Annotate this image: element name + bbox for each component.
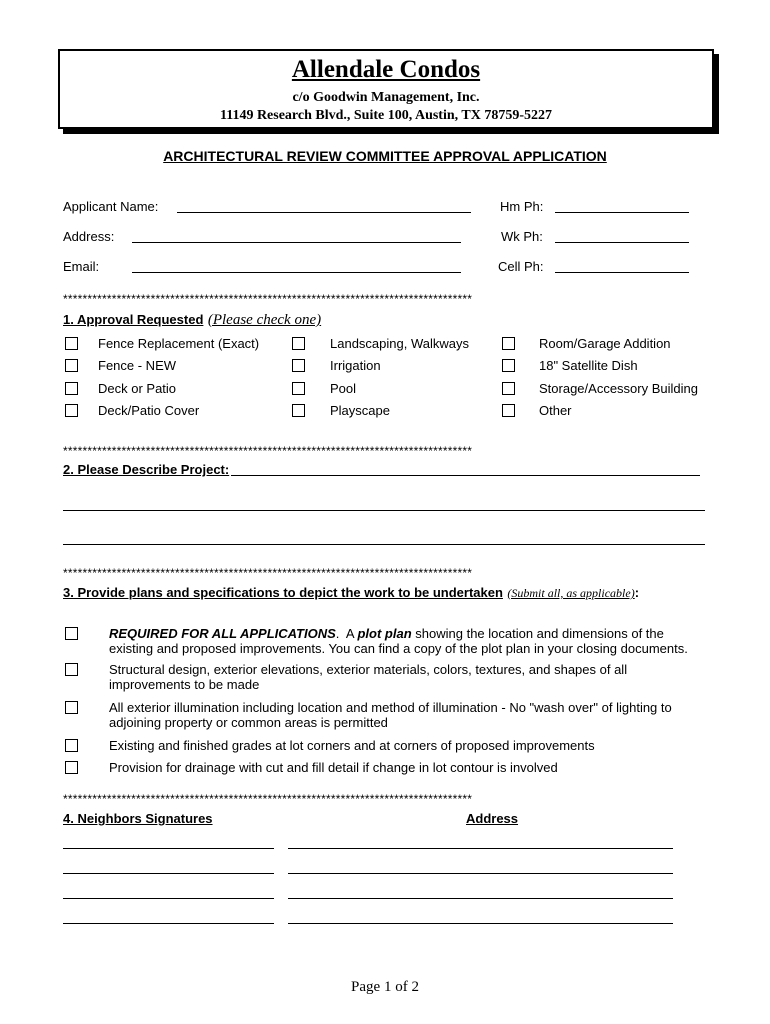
section1-title: 1. Approval Requested	[63, 312, 204, 327]
approval-checkbox[interactable]	[502, 359, 515, 372]
org-care-of: c/o Goodwin Management, Inc.	[292, 90, 480, 105]
plot-plan-description: showing the location and dimensions of the existing and proposed improvements. You can find a copy of the plot plan in your closing documents.	[109, 626, 688, 656]
neighbor-signature-line[interactable]	[63, 848, 274, 849]
approval-option-label: Pool	[330, 381, 357, 396]
approval-option-label: Deck/Patio Cover	[98, 403, 200, 418]
approval-option-label: Storage/Accessory Building	[539, 381, 698, 396]
email-label: Email:	[63, 259, 100, 274]
applicant-name-label: Applicant Name:	[63, 199, 159, 214]
page-number: Page 1 of 2	[351, 979, 419, 995]
applicant-name-field[interactable]	[177, 212, 471, 213]
wk-ph-field[interactable]	[555, 242, 689, 243]
approval-checkbox[interactable]	[502, 382, 515, 395]
hm-ph-label: Hm Ph:	[500, 199, 544, 214]
email-field[interactable]	[132, 272, 461, 273]
approval-checkbox[interactable]	[65, 337, 78, 350]
neighbor-address-line[interactable]	[288, 873, 673, 874]
org-title: Allendale Condos	[291, 56, 481, 83]
approval-option-label: Room/Garage Addition	[539, 336, 671, 351]
section1-heading	[63, 311, 321, 329]
neighbor-address-line[interactable]	[288, 848, 673, 849]
letterhead-box	[58, 49, 714, 129]
neighbor-signature-line[interactable]	[63, 923, 274, 924]
approval-checkbox[interactable]	[502, 337, 515, 350]
approval-option-label: Fence Replacement (Exact)	[98, 336, 260, 351]
plot-plan-label: plot plan	[357, 626, 412, 641]
section3-heading	[63, 584, 639, 602]
drainage-checkbox[interactable]	[65, 761, 78, 774]
neighbor-signature-line[interactable]	[63, 898, 274, 899]
structural-checkbox[interactable]	[65, 663, 78, 676]
approval-option-label: Other	[539, 403, 572, 418]
illumination-checkbox[interactable]	[65, 701, 78, 714]
section3-colon: :	[634, 585, 640, 600]
cell-ph-field[interactable]	[555, 272, 689, 273]
plot-plan-requirement	[109, 626, 709, 656]
drainage-requirement: Provision for drainage with cut and fill detail if change in lot contour is involved	[109, 760, 558, 775]
approval-checkbox[interactable]	[292, 337, 305, 350]
grades-checkbox[interactable]	[65, 739, 78, 752]
address-field[interactable]	[132, 242, 461, 243]
req-after: . A	[335, 626, 358, 641]
describe-line-1[interactable]	[231, 475, 700, 476]
describe-line-3[interactable]	[63, 544, 705, 545]
separator: ************************************************************************************	[63, 566, 473, 580]
plot-plan-checkbox[interactable]	[65, 627, 78, 640]
separator: ************************************************************************************	[63, 292, 473, 306]
approval-option-label: Playscape	[330, 403, 390, 418]
section2-title: 2. Please Describe Project:	[63, 462, 230, 477]
approval-checkbox[interactable]	[65, 359, 78, 372]
section3-title: 3. Provide plans and specifications to depict the work to be undertaken	[63, 585, 503, 600]
neighbor-address-line[interactable]	[288, 923, 673, 924]
org-address: 11149 Research Blvd., Suite 100, Austin, TX 78759-5227	[219, 108, 553, 123]
structural-requirement: Structural design, exterior elevations, exterior materials, colors, textures, and shapes of all improvements to be made	[109, 662, 628, 692]
section4-title: 4. Neighbors Signatures	[63, 811, 213, 826]
form-title: ARCHITECTURAL REVIEW COMMITTEE APPROVAL APPLICATION	[163, 148, 607, 164]
approval-checkbox[interactable]	[502, 404, 515, 417]
wk-ph-label: Wk Ph:	[501, 229, 543, 244]
approval-option-label: Irrigation	[330, 358, 381, 373]
section3-note: (Submit all, as applicable)	[507, 586, 635, 600]
neighbor-address-line[interactable]	[288, 898, 673, 899]
approval-option-label: Fence - NEW	[98, 358, 177, 373]
approval-option-label: Landscaping, Walkways	[330, 336, 469, 351]
approval-option-label: 18" Satellite Dish	[539, 358, 638, 373]
approval-checkbox[interactable]	[65, 382, 78, 395]
section4-address-label: Address	[466, 811, 519, 826]
grades-requirement: Existing and finished grades at lot corners and at corners of proposed improvements	[109, 738, 595, 753]
illumination-requirement: All exterior illumination including location and method of illumination - No "wash over" of lighting to adjoining property or common areas is permitted	[109, 700, 672, 730]
address-label: Address:	[63, 229, 115, 244]
section1-note: (Please check one)	[207, 312, 322, 328]
approval-option-label: Deck or Patio	[98, 381, 177, 396]
approval-checkbox[interactable]	[292, 382, 305, 395]
neighbor-signature-line[interactable]	[63, 873, 274, 874]
approval-checkbox[interactable]	[65, 404, 78, 417]
describe-line-2[interactable]	[63, 510, 705, 511]
cell-ph-label: Cell Ph:	[498, 259, 544, 274]
required-label: REQUIRED FOR ALL APPLICATIONS	[109, 626, 336, 641]
hm-ph-field[interactable]	[555, 212, 689, 213]
approval-checkbox[interactable]	[292, 359, 305, 372]
approval-checkbox[interactable]	[292, 404, 305, 417]
separator: ************************************************************************************	[63, 792, 473, 806]
separator: ************************************************************************************	[63, 444, 473, 458]
